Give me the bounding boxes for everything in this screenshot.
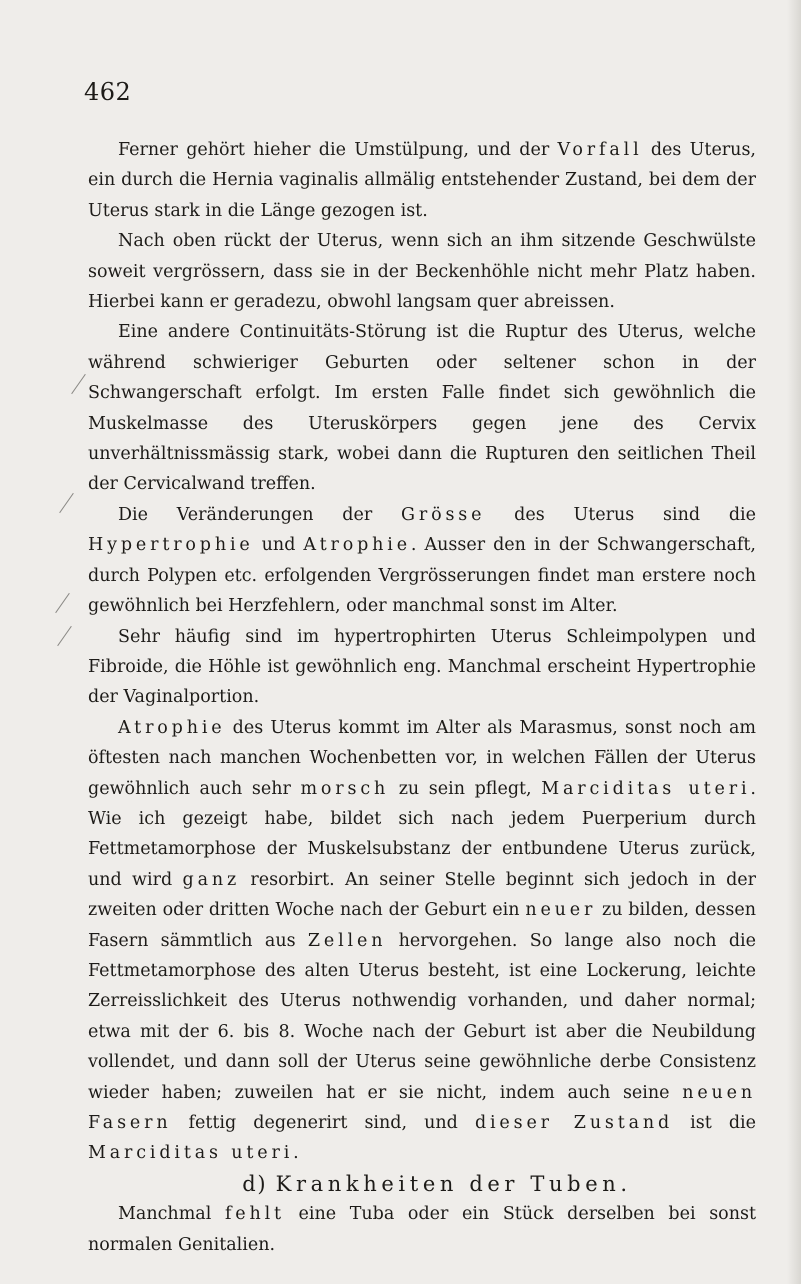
text-run: des Uterus sind die (485, 504, 756, 525)
text-run: des Uterus kommt im Alter als Marasmus, sonst noch am öftesten nach manchen Wochenbetten vor, in welchen Fällen der Uterus gewöhnlich auch sehr (88, 717, 756, 799)
text-run: eine Tuba oder ein Stück derselben bei sonst normalen Genitalien. (88, 1204, 756, 1255)
paragraph (88, 317, 756, 499)
emphasized-text: fehlt (224, 1204, 285, 1225)
text-run: . Wie ich gezeigt habe, bildet sich nach jedem Puerperium durch Fettmetamorphose der Muskelsubstanz der entbundene Uterus zurück, und wird (88, 778, 756, 890)
text-run: resorbirt. An seiner Stelle beginnt sich jedoch in der zweiten oder dritten Woche nach der Geburt ein (88, 869, 756, 921)
page-number: 462 (84, 78, 132, 106)
section-heading-text: Krankheiten der Tuben. (275, 1171, 632, 1196)
text-run: . Ausser den in der Schwangerschaft, durch Polypen etc. erfolgenden Vergrösserungen findet man erstere noch gewöhnlich bei Herzfehlern, oder manchmal sonst im Alter. (88, 535, 756, 617)
text-run: . (293, 1143, 299, 1164)
emphasized-text: Atrophie (118, 717, 226, 738)
text-run: und (253, 535, 304, 556)
paragraph (88, 500, 756, 622)
section-heading-prefix: d) (242, 1171, 276, 1196)
text-run: des Uterus, ein durch die Hernia vaginalis allmälig entstehender Zustand, bei dem der Uterus stark in die Länge gezogen ist. (88, 140, 756, 221)
section-heading (88, 1169, 756, 1199)
emphasized-text: Marciditas uteri (88, 1143, 294, 1164)
emphasized-text: Zellen (307, 930, 387, 951)
paragraph (88, 226, 756, 317)
closing-paragraph (88, 1199, 756, 1260)
pencil-mark (57, 626, 72, 646)
text-run: hervorgehen. So lange also noch die Fettmetamorphose des alten Uterus besteht, ist eine Lockerung, leichte Zerreisslichkeit des Uterus nothwendig vorhanden, und daher normal; etwa mit der 6. bis 8. Woche nach der Geburt ist aber die Neubildung vollendet, und dann soll der Uterus seine gewöhnliche derbe Consistenz wieder haben; zuweilen hat er sie nicht, indem auch seine (88, 930, 756, 1103)
text-run: Sehr häufig sind im hypertrophirten Uterus Schleimpolypen und Fibroide, die Höhle ist gewöhnlich eng. Manchmal erscheint Hypertrophie der Vaginalportion. (88, 626, 756, 708)
text-run: Manchmal (118, 1204, 225, 1225)
emphasized-text: morsch (300, 778, 390, 799)
pencil-mark (59, 493, 74, 513)
paragraph (88, 713, 756, 1169)
text-run: Die Veränderungen der (118, 504, 402, 525)
emphasized-text: neuen Fasern (88, 1082, 756, 1133)
emphasized-text: Hypertrophie (88, 535, 254, 556)
emphasized-text: Marciditas uteri (541, 778, 751, 799)
text-run: zu sein pflegt, (389, 778, 542, 799)
text-run: Eine andere Continuitäts-Störung ist die Ruptur des Uterus, welche während schwieriger Geburten oder seltener schon in der Schwangerschaft erfolgt. Im ersten Falle findet sich gewöhnlich die Muskelmasse des Uteruskörpers gegen jene des Cervix unverhältnissmässig stark, wobei dann die Rupturen den seitlichen Theil der Cervicalwand treffen. (88, 322, 756, 495)
page-edge (787, 0, 801, 1284)
paragraph (88, 135, 756, 226)
text-run: ist die (673, 1113, 756, 1133)
emphasized-text: dieser Zustand (474, 1113, 674, 1133)
text-run: fettig degenerirt sind, und (171, 1113, 475, 1133)
text-run: zu bilden, dessen Fasern sämmtlich aus (88, 900, 756, 951)
text-run: Ferner gehört hieher die Umstülpung, und der (118, 140, 558, 160)
emphasized-text: neuer (525, 900, 597, 921)
text-run: Nach oben rückt der Uterus, wenn sich an ihm sitzende Geschwülste soweit vergrössern, dass sie in der Beckenhöhle nicht mehr Platz haben. Hierbei kann er geradezu, obwohl langsam quer abreissen. (88, 231, 756, 313)
pencil-mark (55, 593, 70, 613)
emphasized-text: ganz (182, 869, 241, 890)
pencil-mark (71, 374, 86, 394)
paragraph (88, 622, 756, 713)
body-text (88, 135, 756, 1260)
emphasized-text: Vorfall (557, 140, 643, 160)
emphasized-text: Atrophie (303, 535, 411, 556)
emphasized-text: Grösse (401, 504, 486, 525)
paragraphs-container (88, 135, 756, 1169)
